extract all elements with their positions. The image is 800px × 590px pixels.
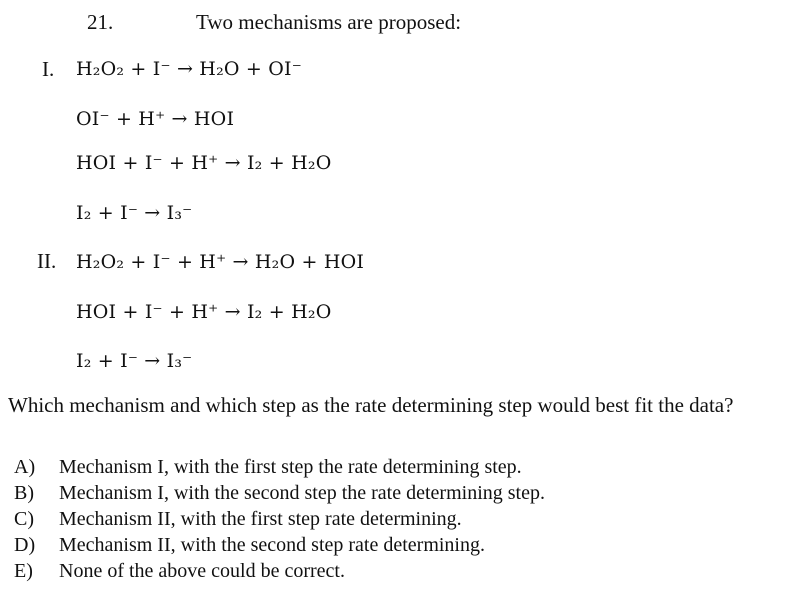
question-number: 21. bbox=[87, 10, 114, 34]
mechanism-1-step-4: I₂ + I⁻ → I₃⁻ bbox=[76, 202, 193, 224]
mechanism-1-step-2: OI⁻ + H⁺ → HOI bbox=[76, 108, 235, 130]
option-letter: D) bbox=[14, 534, 36, 556]
option-letter: C) bbox=[14, 508, 34, 530]
option-letter: B) bbox=[14, 482, 34, 504]
question-intro: Two mechanisms are proposed: bbox=[196, 10, 462, 34]
option-text: Mechanism I, with the second step the rate determining step. bbox=[59, 482, 545, 504]
mechanism-1-step-3: HOI + I⁻ + H⁺ → I₂ + H₂O bbox=[76, 152, 332, 174]
mechanism-2-step-3: I₂ + I⁻ → I₃⁻ bbox=[76, 350, 193, 372]
option-letter: E) bbox=[14, 560, 33, 582]
mechanism-2-label: II. bbox=[37, 249, 57, 273]
question-prompt: Which mechanism and which step as the rate determining step would best fit the data? bbox=[8, 393, 734, 417]
option-text: Mechanism II, with the first step rate determining. bbox=[59, 508, 462, 530]
mechanism-2-step-1: H₂O₂ + I⁻ + H⁺ → H₂O + HOI bbox=[76, 251, 365, 273]
option-text: Mechanism II, with the second step rate determining. bbox=[59, 534, 485, 556]
mechanism-2-step-2: HOI + I⁻ + H⁺ → I₂ + H₂O bbox=[76, 301, 332, 323]
mechanism-1-step-1: H₂O₂ + I⁻ → H₂O + OI⁻ bbox=[76, 58, 302, 80]
option-letter: A) bbox=[14, 456, 36, 478]
option-text: None of the above could be correct. bbox=[59, 560, 345, 582]
option-text: Mechanism I, with the first step the rate determining step. bbox=[59, 456, 522, 478]
mechanism-1-label: I. bbox=[42, 57, 55, 81]
